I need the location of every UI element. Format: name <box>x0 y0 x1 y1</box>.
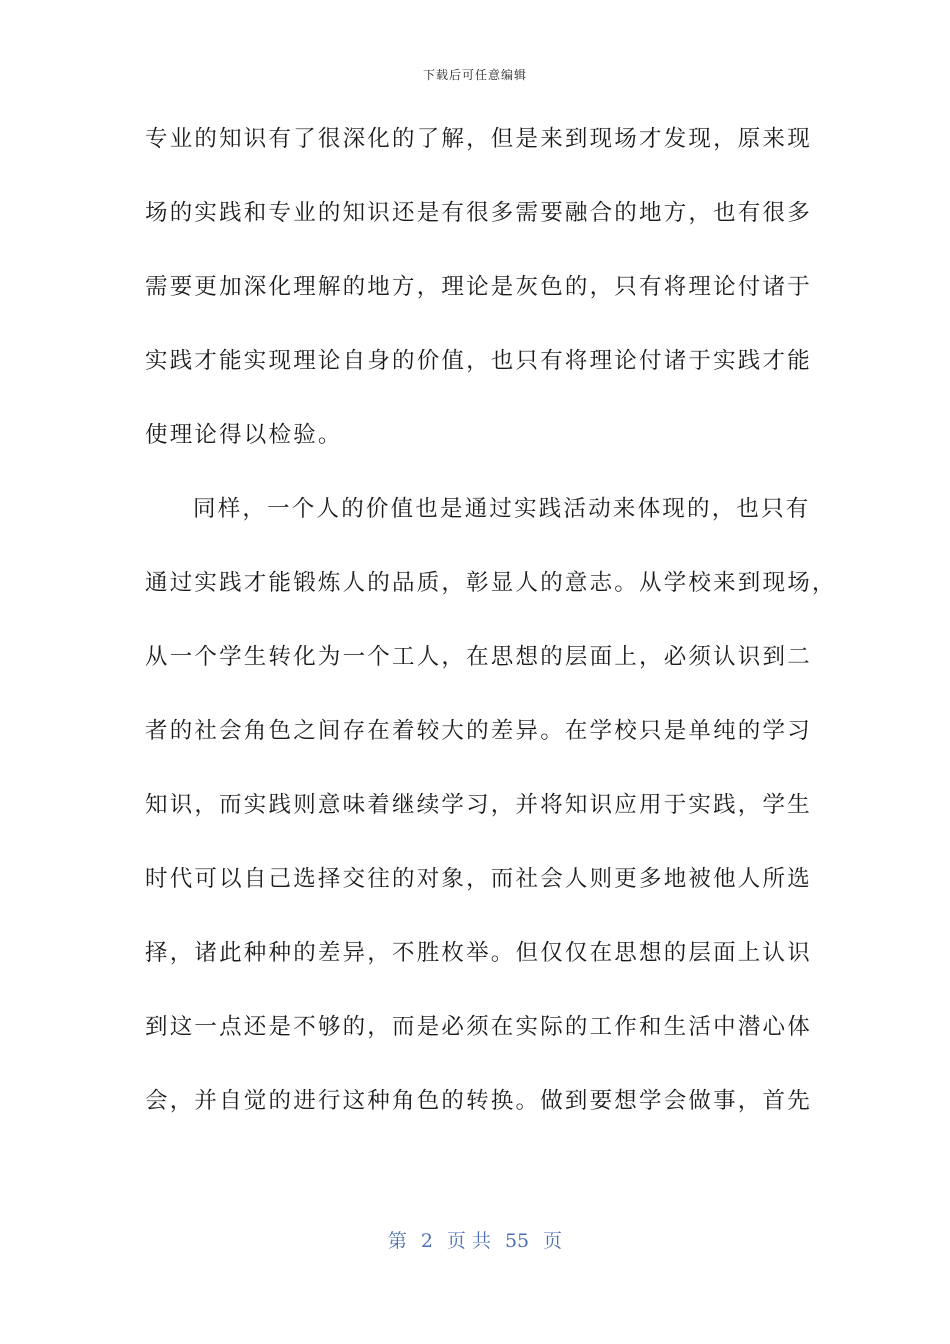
page-number-middle: 页 共 <box>446 1230 491 1252</box>
page-footer <box>0 1226 950 1253</box>
current-page-number: 2 <box>420 1230 433 1252</box>
page-header: 下载后可任意编辑 <box>422 68 527 82</box>
page-number-suffix: 页 <box>543 1230 563 1252</box>
page-number-prefix: 第 <box>387 1230 407 1252</box>
text-line: 从一个学生转化为一个工人，在思想的层面上，必须认识到二 <box>145 644 812 670</box>
paragraph-first-line: 同样，一个人的价值也是通过实践活动来体现的，也只有 <box>193 496 811 522</box>
text-line: 者的社会角色之间存在着较大的差异。在学校只是单纯的学习 <box>145 718 812 744</box>
text-line: 场的实践和专业的知识还是有很多需要融合的地方，也有很多 <box>145 200 812 226</box>
text-line: 时代可以自己选择交往的对象，而社会人则更多地被他人所选 <box>145 866 812 892</box>
text-line: 知识，而实践则意味着继续学习，并将知识应用于实践，学生 <box>145 792 812 818</box>
text-line: 专业的知识有了很深化的了解，但是来到现场才发现，原来现 <box>145 126 812 152</box>
text-line: 到这一点还是不够的，而是必须在实际的工作和生活中潜心体 <box>145 1014 812 1040</box>
text-line: 择，诸此种种的差异，不胜枚举。但仅仅在思想的层面上认识 <box>145 940 812 966</box>
text-line: 通过实践才能锻炼人的品质，彰显人的意志。从学校来到现场， <box>145 570 837 596</box>
total-page-count: 55 <box>504 1230 530 1252</box>
text-line: 实践才能实现理论自身的价值，也只有将理论付诸于实践才能 <box>145 348 812 374</box>
text-line: 需要更加深化理解的地方，理论是灰色的，只有将理论付诸于 <box>145 274 812 300</box>
text-line: 会，并自觉的进行这种角色的转换。做到要想学会做事，首先 <box>145 1088 812 1114</box>
text-line: 使理论得以检验。 <box>145 422 343 448</box>
